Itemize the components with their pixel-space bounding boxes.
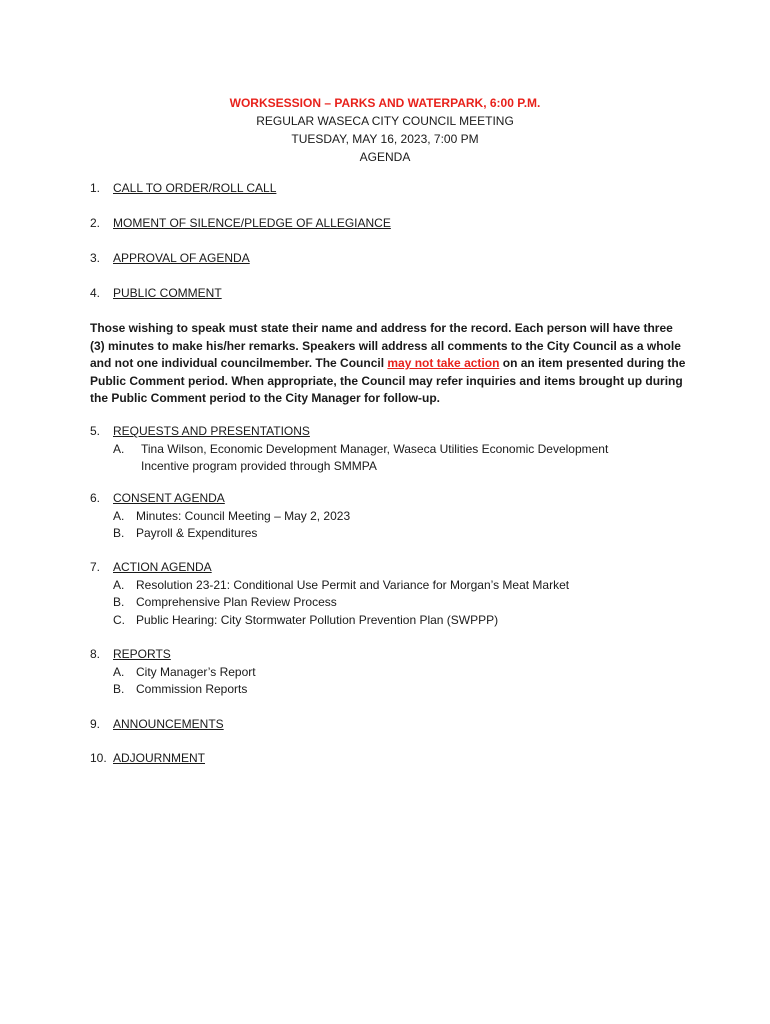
agenda-item-2 [90, 215, 391, 233]
sub-item-letter: C. [113, 612, 125, 627]
sub-item [113, 508, 350, 526]
item-title: APPROVAL OF AGENDA [113, 251, 250, 265]
item-number: 2. [90, 216, 101, 230]
sub-item-letter: A. [113, 441, 125, 456]
sub-item [113, 441, 608, 459]
item-number: 5. [90, 424, 101, 438]
item-title: CONSENT AGENDA [113, 491, 225, 505]
agenda-item-10 [90, 750, 205, 768]
public-comment-text: Those wishing to speak must state their name and address for the record. Each person will have three (3) minutes to make his/her remarks. Speakers will address all comments to the City Council as a whole and not one individual councilmember. The Council [90, 321, 681, 370]
item-number: 10. [90, 751, 107, 765]
agenda-item-6 [90, 490, 350, 543]
public-comment-paragraph [90, 320, 690, 408]
sub-item [113, 525, 350, 543]
sub-item-letter: B. [113, 682, 125, 696]
agenda-item-3 [90, 250, 250, 268]
item-title: REPORTS [113, 647, 171, 661]
sub-item [113, 594, 569, 612]
item-title: CALL TO ORDER/ROLL CALL [113, 181, 277, 195]
item-number: 9. [90, 717, 101, 731]
agenda-title: AGENDA [359, 150, 411, 164]
sub-item [113, 664, 256, 682]
agenda-item-7 [90, 559, 569, 629]
sub-item-text: City Manager’s Report [136, 664, 256, 679]
agenda-header [0, 94, 770, 166]
sub-item-letter: A. [113, 508, 125, 523]
public-comment-text-end: on an item presented during the Public Comment period. When appropriate, the Council may refer inquiries and items brought up during the Public Comment period to the City Manager for follow-up. [90, 356, 686, 405]
item-number: 1. [90, 181, 101, 195]
item-title: PUBLIC COMMENT [113, 286, 222, 300]
sub-item-text: Public Hearing: City Stormwater Pollution Prevention Plan (SWPPP) [136, 612, 499, 627]
meeting-date: TUESDAY, MAY 16, 2023, 7:00 PM [291, 132, 479, 146]
public-comment-highlight: may not take action [387, 356, 500, 370]
sub-item-letter: A. [113, 664, 125, 679]
agenda-item-1 [90, 180, 276, 198]
item-number: 4. [90, 286, 101, 300]
meeting-title: REGULAR WASECA CITY COUNCIL MEETING [256, 114, 514, 128]
sub-item-text: Minutes: Council Meeting – May 2, 2023 [136, 508, 351, 523]
item-title: ANNOUNCEMENTS [113, 717, 224, 731]
worksession-title: WORKSESSION – PARKS AND WATERPARK, 6:00 P.M. [229, 96, 541, 110]
sub-item [113, 681, 256, 699]
sub-item-continuation: Incentive program provided through SMMPA [141, 459, 377, 473]
agenda-item-8 [90, 646, 256, 699]
item-title: ACTION AGENDA [113, 560, 212, 574]
item-number: 3. [90, 251, 101, 265]
item-title: MOMENT OF SILENCE/PLEDGE OF ALLEGIANCE [113, 216, 391, 230]
agenda-item-4 [90, 285, 222, 303]
sub-item-letter: B. [113, 595, 125, 609]
agenda-item-9 [90, 716, 224, 734]
sub-item-text: Comprehensive Plan Review Process [136, 595, 337, 609]
item-title: REQUESTS AND PRESENTATIONS [113, 424, 310, 438]
sub-item-letter: B. [113, 526, 125, 540]
sub-item-text: Tina Wilson, Economic Development Manager, Waseca Utilities Economic Development [141, 441, 609, 456]
sub-item-text: Resolution 23-21: Conditional Use Permit and Variance for Morgan’s Meat Market [136, 577, 570, 592]
sub-item-text: Commission Reports [136, 682, 248, 696]
item-number: 6. [90, 491, 101, 505]
item-number: 8. [90, 647, 101, 661]
sub-item [113, 577, 569, 595]
sub-item-letter: A. [113, 577, 125, 592]
sub-item [113, 612, 569, 630]
item-title: ADJOURNMENT [113, 751, 205, 765]
sub-item-text: Payroll & Expenditures [136, 526, 258, 540]
item-number: 7. [90, 560, 101, 574]
agenda-item-5 [90, 423, 608, 476]
